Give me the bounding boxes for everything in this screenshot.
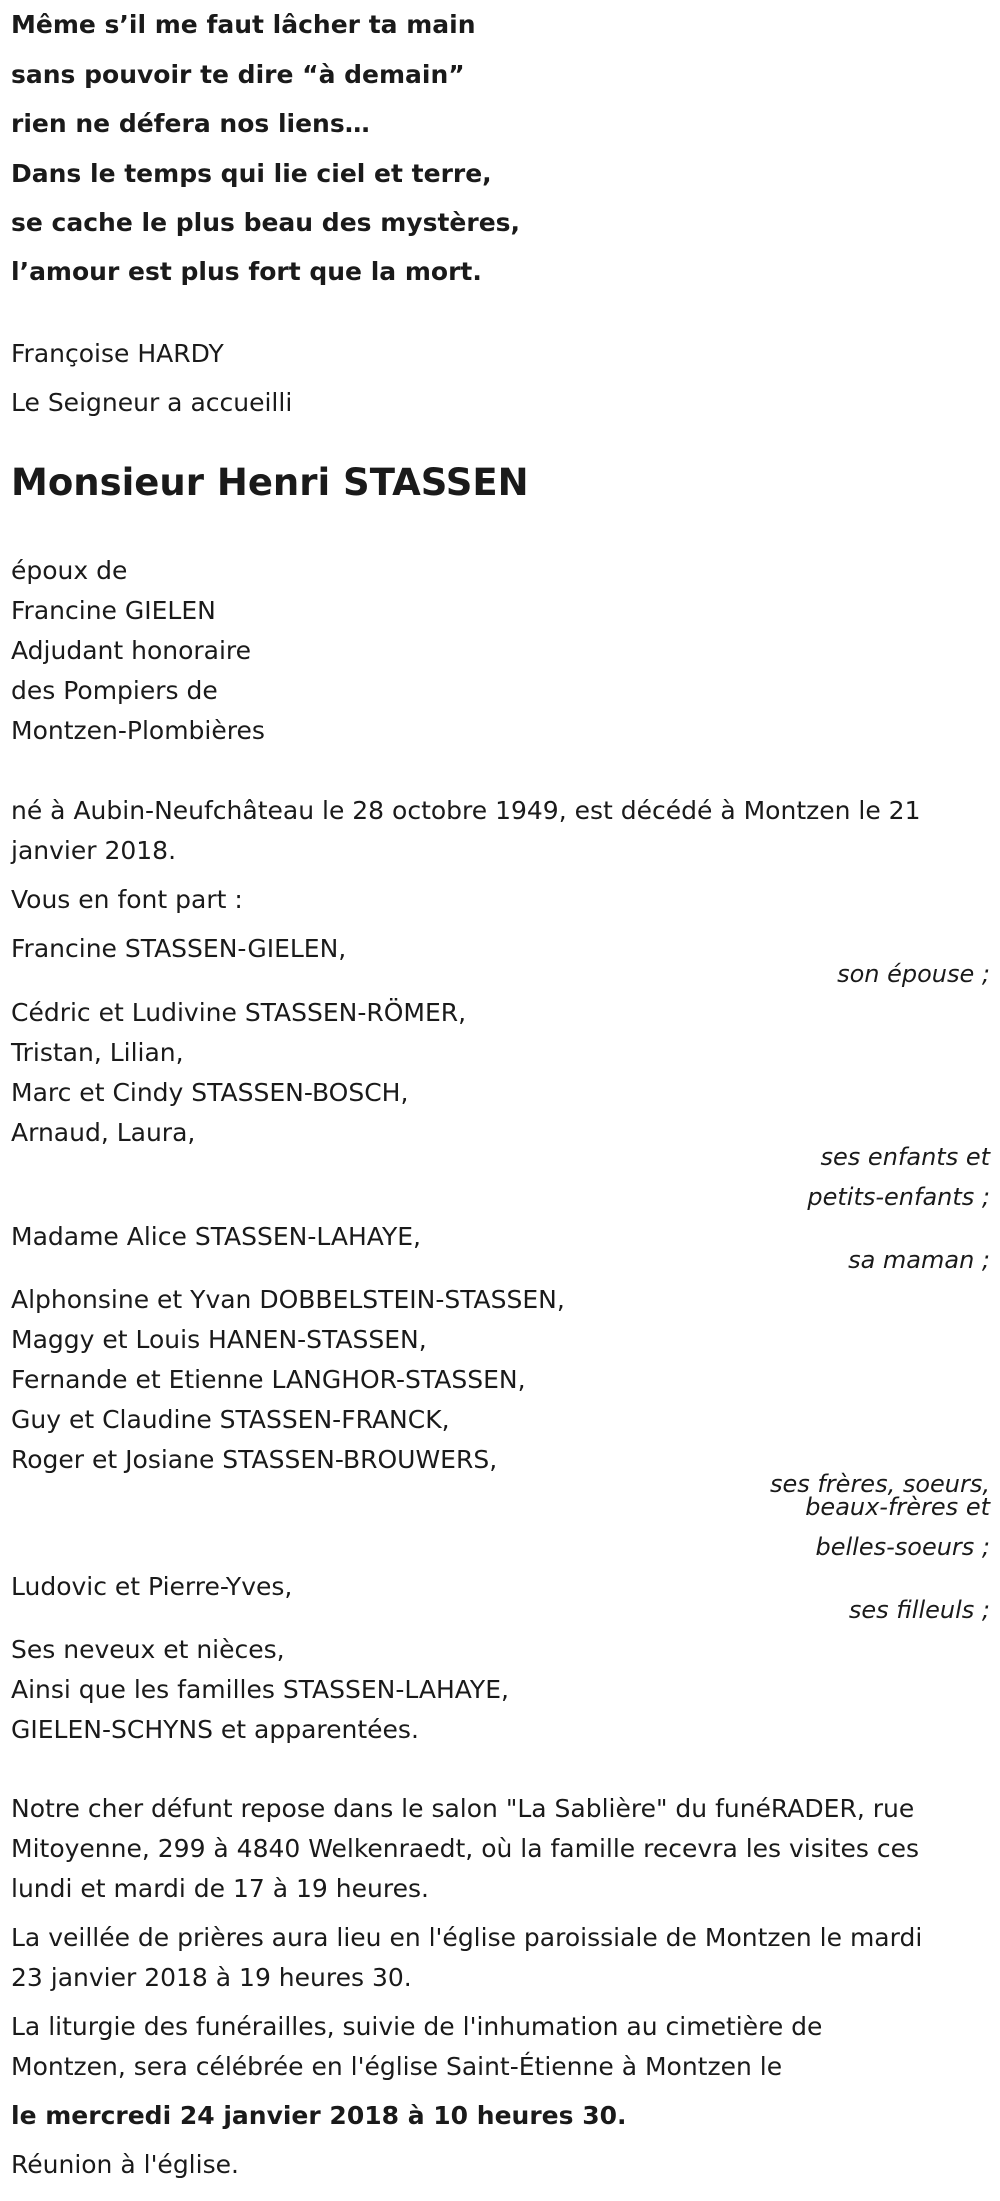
bio-line: époux de [11,556,128,585]
poem-line: l’amour est plus fort que la mort. [11,257,482,286]
funeral-date: le mercredi 24 janvier 2018 à 10 heures 30. [11,2101,627,2130]
family-siblings-relation: beaux-frères et [805,1493,990,1521]
family-siblings-name: Fernande et Etienne LANGHOR-STASSEN, [11,1365,526,1394]
family-others-line: GIELEN-SCHYNS et apparentées. [11,1715,419,1744]
meeting-text: Réunion à l'église. [11,2150,239,2179]
rest-info-line: Notre cher défunt repose dans le salon "La Sablière" du funéRADER, rue [11,1794,915,1823]
birth-death-line: né à Aubin-Neufchâteau le 28 octobre 1949, est décédé à Montzen le 21 [11,796,921,825]
poem-author: Françoise HARDY [11,339,224,368]
family-mother-name: Madame Alice STASSEN-LAHAYE, [11,1222,421,1251]
bio-line: Montzen-Plombières [11,716,265,745]
rest-info-line: lundi et mardi de 17 à 19 heures. [11,1874,429,1903]
poem-line: se cache le plus beau des mystères, [11,208,521,237]
family-godchildren-relation: ses filleuls ; [848,1596,990,1624]
family-children-relation: ses enfants et [820,1143,990,1171]
poem-line: Dans le temps qui lie ciel et terre, [11,159,492,188]
family-others-line: Ses neveux et nièces, [11,1635,285,1664]
vigil-info-line: 23 janvier 2018 à 19 heures 30. [11,1963,412,1992]
rest-info-line: Mitoyenne, 299 à 4840 Welkenraedt, où la famille recevra les visites ces [11,1834,920,1863]
funeral-info-line: Montzen, sera célébrée en l'église Saint-Étienne à Montzen le [11,2052,783,2081]
family-mother-relation: sa maman ; [848,1246,990,1274]
family-spouse-name: Francine STASSEN-GIELEN, [11,934,347,963]
family-spouse-relation: son épouse ; [837,960,990,988]
poem-line: sans pouvoir te dire “à demain” [11,60,465,89]
family-siblings-name: Guy et Claudine STASSEN-FRANCK, [11,1405,450,1434]
family-godchildren-name: Ludovic et Pierre-Yves, [11,1572,293,1601]
family-siblings-name: Roger et Josiane STASSEN-BROUWERS, [11,1445,498,1474]
intro-text: Le Seigneur a accueilli [11,388,293,417]
vigil-info-line: La veillée de prières aura lieu en l'église paroissiale de Montzen le mardi [11,1923,923,1952]
poem-line: rien ne défera nos liens… [11,109,370,138]
funeral-info-line: La liturgie des funérailles, suivie de l'inhumation au cimetière de [11,2012,823,2041]
family-children-name: Cédric et Ludivine STASSEN-RÖMER, [11,998,467,1027]
family-children-name: Marc et Cindy STASSEN-BOSCH, [11,1078,409,1107]
family-siblings-name: Alphonsine et Yvan DOBBELSTEIN-STASSEN, [11,1285,565,1314]
deceased-name: Monsieur Henri STASSEN [11,461,529,504]
bio-line: Adjudant honoraire [11,636,252,665]
bio-line: Francine GIELEN [11,596,216,625]
family-siblings-name: Maggy et Louis HANEN-STASSEN, [11,1325,427,1354]
family-others-line: Ainsi que les familles STASSEN-LAHAYE, [11,1675,509,1704]
poem-line: Même s’il me faut lâcher ta main [11,10,476,39]
family-children-relation: petits-enfants ; [807,1183,990,1211]
family-siblings-relation: belles-soeurs ; [815,1533,990,1561]
family-children-name: Arnaud, Laura, [11,1118,196,1147]
announce-text: Vous en font part : [11,885,243,914]
birth-death-line: janvier 2018. [11,836,177,865]
bio-line: des Pompiers de [11,676,218,705]
family-siblings-relation: ses frères, soeurs, [769,1470,990,1498]
family-children-name: Tristan, Lilian, [11,1038,184,1067]
